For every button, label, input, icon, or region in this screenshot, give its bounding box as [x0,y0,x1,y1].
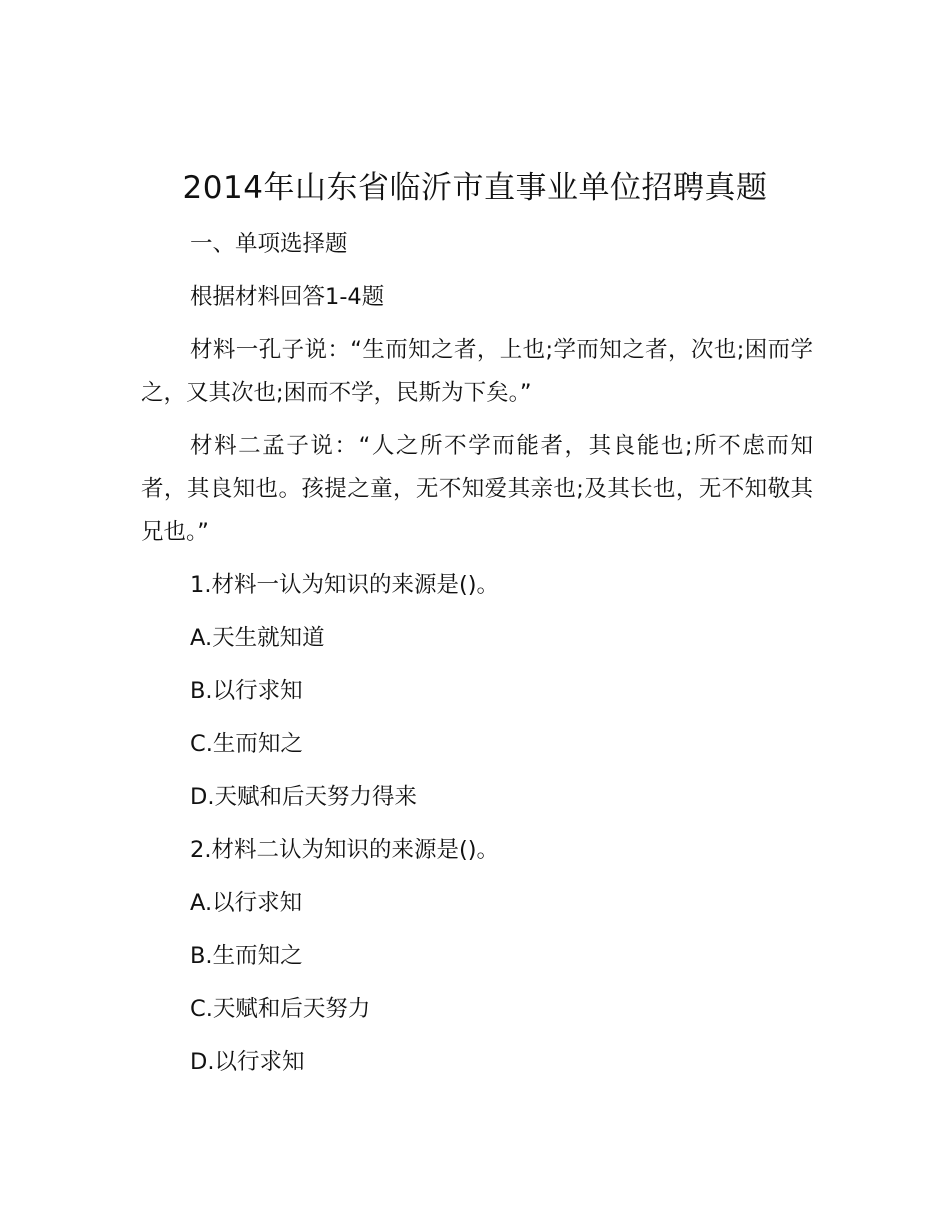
question-1-stem: 1.材料一认为知识的来源是()。 [190,572,500,598]
question-2-option-a: A.以行求知 [190,890,303,916]
section-heading: 一、单项选择题 [190,231,348,257]
document-body [141,223,813,1094]
instruction-text: 根据材料回答1-4题 [190,284,385,310]
question-2-option-c: C.天赋和后天努力 [190,996,371,1022]
question-1-option-b: B.以行求知 [190,678,303,704]
question-2-stem: 2.材料二认为知识的来源是()。 [190,837,500,863]
question-1-option-a: A.天生就知道 [190,625,325,651]
question-1-option-c: C.生而知之 [190,731,303,757]
question-2-option-d: D.以行求知 [190,1049,305,1075]
question-1-option-d: D.天赋和后天努力得来 [190,784,417,810]
question-2-option-b: B.生而知之 [190,943,303,969]
material-two-paragraph: 材料二孟子说：“人之所不学而能者，其良能也;所不虑而知者，其良知也。孩提之童，无不知爱其亲也;及其长也，无不知敬其兄也。” [141,433,813,545]
material-one-paragraph: 材料一孔子说：“生而知之者，上也;学而知之者，次也;困而学之，又其次也;困而不学，民斯为下矣。” [141,337,813,406]
document-title: 2014年山东省临沂市直事业单位招聘真题 [182,170,768,206]
